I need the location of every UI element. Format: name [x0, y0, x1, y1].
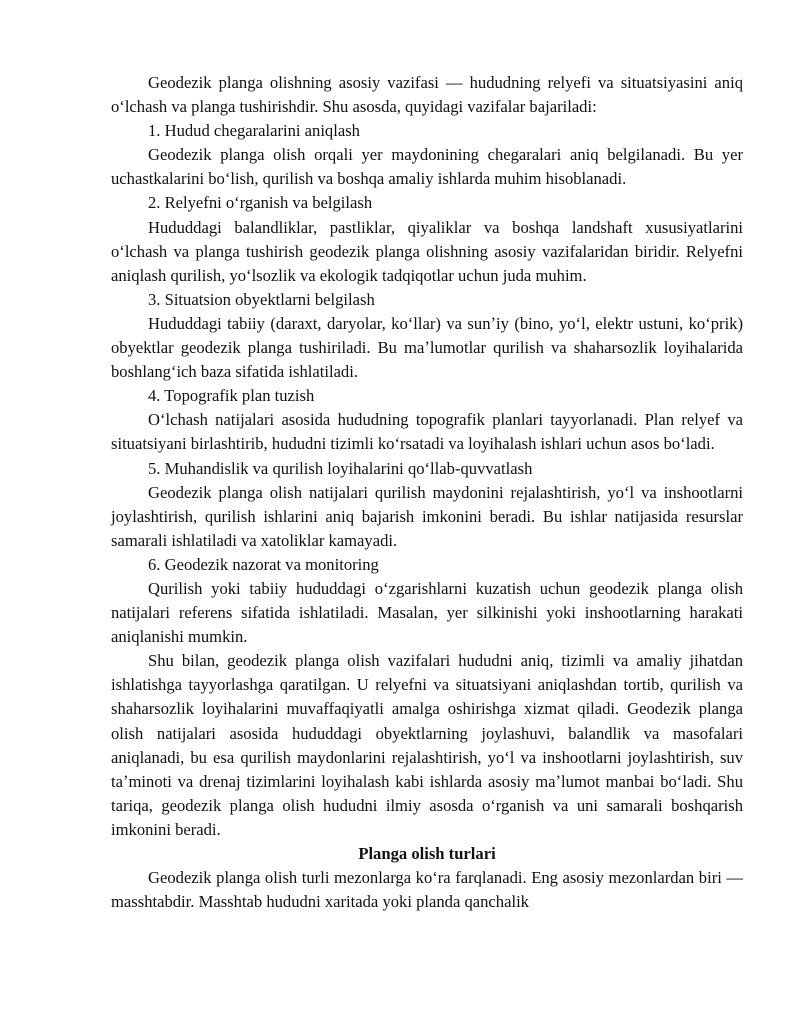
task-paragraph-3: Hududdagi tabiiy (daraxt, daryolar, koʻllar) va sunʼiy (bino, yoʻl, elektr ustuni, koʻprik) obyektlar geodezik planga tushiriladi. Bu maʼlumotlar qurilish va shaharsozlik loyihalarida boshlangʻich baza sifatida ishlatiladi.: [111, 313, 743, 382]
summary-paragraph: Shu bilan, geodezik planga olish vazifalari hududni aniq, tizimli va amaliy jihatdan ishlatishga tayyorlashga qaratilgan. U relyefni va situatsiyani aniqlashdan tortib, qurilish va shaharsozlik loyihalarini muvaffaqiyatli amalga oshirishga xizmat qiladi. Geodezik planga olish natijalari asosida hududdagi obyektlarning joylashuvi, balandlik va masofalari aniqlanadi, bu esa qurilish maydonlarini rejalashtirish, yoʻl va inshootlarni joylashtirish, suv taʼminoti va drenaj tizimlarini loyihalash kabi ishlarda asosiy maʼlumot manbai boʻladi. Shu tariqa, geodezik planga olish hududni ilmiy asosda oʻrganish va uni samarali boshqarish imkonini beradi.: [111, 651, 743, 839]
intro-paragraph: Geodezik planga olishning asosiy vazifasi — hududning relyefi va situatsiyasini aniq oʻlchash va planga tushirishdir. Shu asosda, quyidagi vazifalar bajariladi:: [111, 73, 743, 117]
task-paragraph-6: Qurilish yoki tabiiy hududdagi oʻzgarishlarni kuzatish uchun geodezik planga olish natijalari referens sifatida ishlatiladi. Masalan, yer silkinishi yoki inshootlarning harakati aniqlanishi mumkin.: [111, 578, 743, 647]
task-paragraph-1: Geodezik planga olish orqali yer maydonining chegaralari aniq belgilanadi. Bu yer uchastkalarini boʻlish, qurilish va boshqa amaliy ishlarda muhim hisoblanadi.: [111, 145, 743, 189]
task-heading-4: 4. Topografik plan tuzish: [148, 386, 315, 406]
task-heading-1: 1. Hudud chegaralarini aniqlash: [148, 121, 360, 141]
task-heading-3: 3. Situatsion obyektlarni belgilash: [148, 289, 375, 309]
section-title: Planga olish turlari: [358, 844, 496, 863]
task-paragraph-5: Geodezik planga olish natijalari qurilish maydonini rejalashtirish, yoʻl va inshootlarni joylashtirish, qurilish ishlarini aniq bajarish imkonini beradi. Bu ishlar natijasida resurslar samarali ishlatiladi va xatoliklar kamayadi.: [111, 482, 743, 550]
document-page: [111, 71, 743, 914]
task-heading-5: 5. Muhandislik va qurilish loyihalarini qoʻllab-quvvatlash: [148, 458, 533, 478]
section-paragraph: Geodezik planga olish turli mezonlarga koʻra farqlanadi. Eng asosiy mezonlardan biri — masshtabdir. Masshtab hududni xaritada yoki planda qanchalik: [111, 868, 743, 912]
task-paragraph-2: Hududdagi balandliklar, pastliklar, qiyaliklar va boshqa landshaft xususiyatlarini oʻlchash va planga tushirish geodezik planga olishning asosiy vazifalaridan biridir. Relyefni aniqlash qurilish, yoʻlsozlik va ekologik tadqiqotlar uchun juda muhim.: [111, 217, 743, 285]
task-heading-6: 6. Geodezik nazorat va monitoring: [148, 554, 379, 574]
task-paragraph-4: Oʻlchash natijalari asosida hududning topografik planlari tayyorlanadi. Plan relyef va situatsiyani birlashtirib, hududni tizimli koʻrsatadi va loyihalash ishlari uchun asos boʻladi.: [111, 410, 743, 454]
task-heading-2: 2. Relyefni oʻrganish va belgilash: [148, 193, 373, 213]
